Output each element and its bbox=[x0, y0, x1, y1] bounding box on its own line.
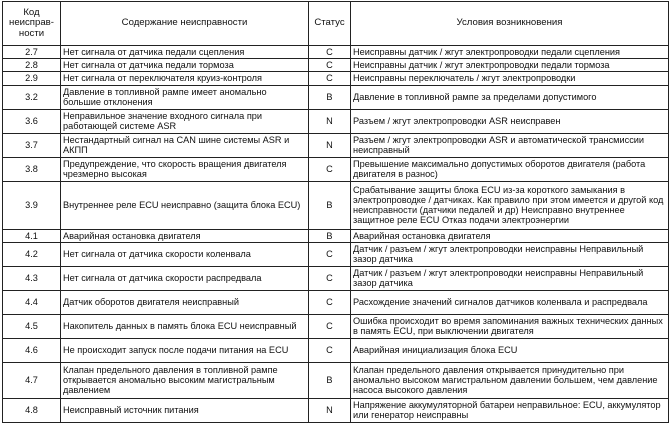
description-cell: Датчик оборотов двигателя неисправный bbox=[61, 290, 309, 314]
status-cell: B bbox=[309, 362, 351, 398]
condition-cell: Срабатывание защиты блока ECU из-за короткого замыкания в электропроводке / датчиках. Как правило при этом имеется и другой код неисправности (датчики педалей и др) Неисправно внутреннее защитное реле ECU Отказ подачи электроэнергии bbox=[351, 181, 669, 229]
condition-cell: Разъем / жгут электропроводки ASR неисправен bbox=[351, 109, 669, 133]
table-row bbox=[3, 229, 669, 242]
status-cell: C bbox=[309, 338, 351, 362]
description-cell: Нет сигнала от датчика скорости коленвала bbox=[61, 242, 309, 266]
status-cell: B bbox=[309, 229, 351, 242]
table-header-row bbox=[3, 2, 669, 46]
status-cell: B bbox=[309, 85, 351, 109]
description-cell: Внутреннее реле ECU неисправно (защита блока ECU) bbox=[61, 181, 309, 229]
condition-cell: Аварийная инициализация блока ECU bbox=[351, 338, 669, 362]
status-cell: C bbox=[309, 242, 351, 266]
condition-cell: Неисправны датчик / жгут электропроводки педали сцепления bbox=[351, 46, 669, 59]
description-cell: Давление в топливной рампе имеет аномально большие отклонения bbox=[61, 85, 309, 109]
table-row bbox=[3, 398, 669, 422]
status-cell: C bbox=[309, 314, 351, 338]
fault-code-cell: 2.9 bbox=[3, 72, 61, 85]
fault-code-table bbox=[2, 1, 669, 423]
table-row bbox=[3, 72, 669, 85]
table-row bbox=[3, 181, 669, 229]
description-cell: Клапан предельного давления в топливной рампе открывается аномально высоким магистральным давлением bbox=[61, 362, 309, 398]
status-cell: N bbox=[309, 109, 351, 133]
fault-code-cell: 3.9 bbox=[3, 181, 61, 229]
fault-code-cell: 2.8 bbox=[3, 59, 61, 72]
description-cell: Аварийная остановка двигателя bbox=[61, 229, 309, 242]
fault-code-cell: 3.8 bbox=[3, 157, 61, 181]
status-cell: B bbox=[309, 181, 351, 229]
table-row bbox=[3, 314, 669, 338]
description-cell: Нет сигнала от датчика педали тормоза bbox=[61, 59, 309, 72]
condition-cell: Аварийная остановка двигателя bbox=[351, 229, 669, 242]
status-cell: C bbox=[309, 59, 351, 72]
fault-code-cell: 4.8 bbox=[3, 398, 61, 422]
fault-code-cell: 4.5 bbox=[3, 314, 61, 338]
description-cell: Нет сигнала от переключателя круиз-контроля bbox=[61, 72, 309, 85]
description-cell: Нестандартный сигнал на CAN шине системы ASR и АКПП bbox=[61, 133, 309, 157]
fault-code-cell: 4.1 bbox=[3, 229, 61, 242]
condition-cell: Расхождение значений сигналов датчиков коленвала и распредвала bbox=[351, 290, 669, 314]
header-code: Код неисправ-ности bbox=[3, 2, 61, 46]
fault-code-cell: 3.2 bbox=[3, 85, 61, 109]
table-row bbox=[3, 109, 669, 133]
description-cell: Неисправный источник питания bbox=[61, 398, 309, 422]
fault-code-cell: 4.2 bbox=[3, 242, 61, 266]
condition-cell: Неисправны датчик / жгут электропроводки педали тормоза bbox=[351, 59, 669, 72]
status-cell: C bbox=[309, 46, 351, 59]
fault-code-cell: 4.6 bbox=[3, 338, 61, 362]
condition-cell: Датчик / разъем / жгут электропроводки неисправны Неправильный зазор датчика bbox=[351, 266, 669, 290]
table-row bbox=[3, 59, 669, 72]
condition-cell: Датчик / разъем / жгут электропроводки неисправны Неправильный зазор датчика bbox=[351, 242, 669, 266]
status-cell: C bbox=[309, 157, 351, 181]
condition-cell: Ошибка происходит во время запоминания важных технических данных в память ECU, при выключении двигателя bbox=[351, 314, 669, 338]
condition-cell: Клапан предельного давления открывается принудительно при аномально высоком магистральном давлении большем, чем давление насоса высокого давления bbox=[351, 362, 669, 398]
status-cell: C bbox=[309, 266, 351, 290]
condition-cell: Неисправны переключатель / жгут электропроводки bbox=[351, 72, 669, 85]
fault-code-cell: 4.7 bbox=[3, 362, 61, 398]
status-cell: N bbox=[309, 398, 351, 422]
table-row bbox=[3, 290, 669, 314]
table-row bbox=[3, 133, 669, 157]
description-cell: Нет сигнала от датчика скорости распредвала bbox=[61, 266, 309, 290]
status-cell: C bbox=[309, 290, 351, 314]
fault-code-cell: 4.4 bbox=[3, 290, 61, 314]
description-cell: Предупреждение, что скорость вращения двигателя чрезмерно высокая bbox=[61, 157, 309, 181]
fault-code-cell: 4.3 bbox=[3, 266, 61, 290]
status-cell: N bbox=[309, 133, 351, 157]
condition-cell: Превышение максимально допустимых оборотов двигателя (работа двигателя в разнос) bbox=[351, 157, 669, 181]
table-row bbox=[3, 338, 669, 362]
header-condition: Условия возникновения bbox=[351, 2, 669, 46]
description-cell: Не происходит запуск после подачи питания на ECU bbox=[61, 338, 309, 362]
header-description: Содержание неисправности bbox=[61, 2, 309, 46]
header-status: Статус bbox=[309, 2, 351, 46]
table-row bbox=[3, 362, 669, 398]
table-row bbox=[3, 266, 669, 290]
condition-cell: Напряжение аккумуляторной батареи неправильное: ECU, аккумулятор или генератор неисправны bbox=[351, 398, 669, 422]
fault-code-cell: 3.7 bbox=[3, 133, 61, 157]
description-cell: Накопитель данных в память блока ECU неисправный bbox=[61, 314, 309, 338]
description-cell: Нет сигнала от датчика педали сцепления bbox=[61, 46, 309, 59]
fault-code-cell: 2.7 bbox=[3, 46, 61, 59]
condition-cell: Разъем / жгут электропроводки ASR и автоматической трансмиссии неисправный bbox=[351, 133, 669, 157]
table-row bbox=[3, 85, 669, 109]
status-cell: C bbox=[309, 72, 351, 85]
table-row bbox=[3, 242, 669, 266]
table-row bbox=[3, 157, 669, 181]
condition-cell: Давление в топливной рампе за пределами допустимого bbox=[351, 85, 669, 109]
description-cell: Неправильное значение входного сигнала при работающей системе ASR bbox=[61, 109, 309, 133]
fault-code-cell: 3.6 bbox=[3, 109, 61, 133]
table-row bbox=[3, 46, 669, 59]
